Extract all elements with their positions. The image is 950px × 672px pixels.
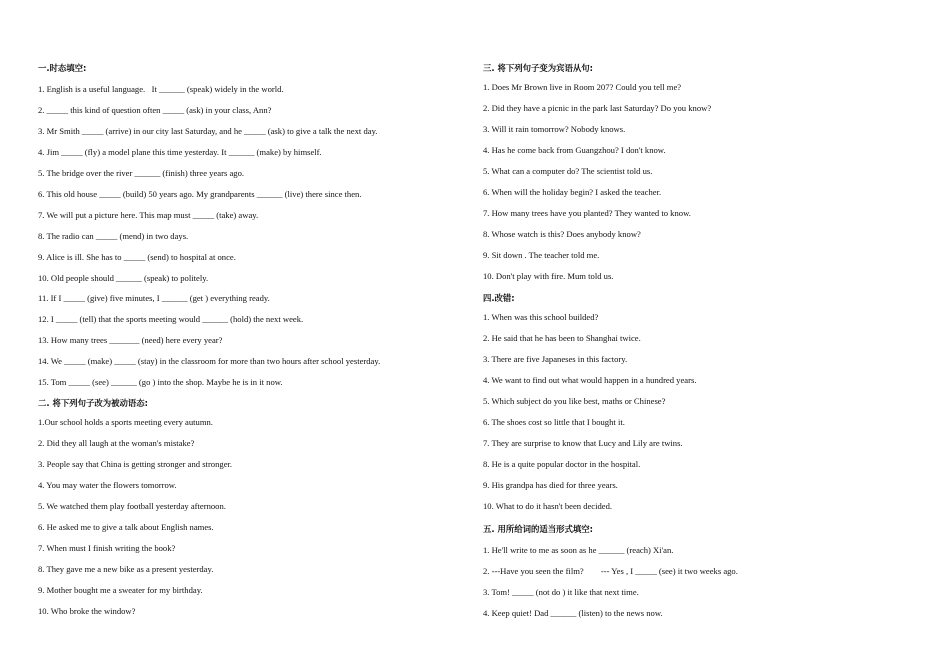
exercise-item: 10. Who broke the window? (38, 606, 136, 616)
exercise-item: 1.Our school holds a sports meeting every autumn. (38, 417, 213, 427)
exercise-item: 7. When must I finish writing the book? (38, 543, 176, 553)
exercise-item: 9. Alice is ill. She has to _____ (send) to hospital at once. (38, 252, 236, 262)
exercise-item: 2. He said that he has been to Shanghai twice. (483, 333, 641, 343)
exercise-item: 6. This old house _____ (build) 50 years ago. My grandparents ______ (live) there since then. (38, 189, 362, 199)
exercise-item: 5. We watched them play football yesterday afternoon. (38, 501, 226, 511)
exercise-item: 4. Jim _____ (fly) a model plane this time yesterday. It ______ (make) by himself. (38, 147, 322, 157)
exercise-item: 1. When was this school builded? (483, 312, 599, 322)
exercise-item: 3. Tom! _____ (not do ) it like that next time. (483, 587, 639, 597)
exercise-item: 8. They gave me a new bike as a present yesterday. (38, 564, 214, 574)
section-heading-passive-voice: 二. 将下列句子改为被动语态: (38, 398, 148, 408)
exercise-item: 2. _____ this kind of question often _____ (ask) in your class, Ann? (38, 105, 272, 115)
exercise-item: 6. The shoes cost so little that I bought it. (483, 417, 625, 427)
exercise-item: 9. Sit down . The teacher told me. (483, 250, 600, 260)
exercise-item: 5. The bridge over the river ______ (finish) three years ago. (38, 168, 245, 178)
exercise-item: 7. How many trees have you planted? They wanted to know. (483, 208, 691, 218)
exercise-item: 4. You may water the flowers tomorrow. (38, 480, 177, 490)
exercise-item: 7. We will put a picture here. This map must _____ (take) away. (38, 210, 259, 220)
exercise-item: 3. There are five Japaneses in this factory. (483, 354, 628, 364)
exercise-item: 2. Did they have a picnic in the park last Saturday? Do you know? (483, 103, 712, 113)
exercise-item: 5. What can a computer do? The scientist told us. (483, 166, 653, 176)
exercise-item: 15. Tom _____ (see) ______ (go ) into the shop. Maybe he is in it now. (38, 377, 283, 387)
section-heading-error-correction: 四.改错: (483, 293, 515, 303)
exercise-item: 10. What to do it hasn't been decided. (483, 501, 613, 511)
exercise-item: 13. How many trees _______ (need) here every year? (38, 335, 223, 345)
exercise-item: 6. When will the holiday begin? I asked the teacher. (483, 187, 662, 197)
exercise-item: 4. Keep quiet! Dad ______ (listen) to the news now. (483, 608, 663, 618)
exercise-item: 9. His grandpa has died for three years. (483, 480, 618, 490)
exercise-item: 10. Old people should ______ (speak) to politely. (38, 273, 209, 283)
section-heading-object-clause: 三. 将下列句子变为宾语从句: (483, 63, 593, 73)
exercise-item: 2. ---Have you seen the film? --- Yes , I _____ (see) it two weeks ago. (483, 566, 738, 576)
exercise-item: 3. Will it rain tomorrow? Nobody knows. (483, 124, 626, 134)
section-heading-word-form-fill: 五. 用所给词的适当形式填空: (483, 524, 593, 534)
exercise-item: 2. Did they all laugh at the woman's mistake? (38, 438, 195, 448)
section-heading-tense-fill: 一.时态填空: (38, 63, 87, 73)
exercise-item: 4. We want to find out what would happen in a hundred years. (483, 375, 697, 385)
exercise-item: 3. Mr Smith _____ (arrive) in our city last Saturday, and he _____ (ask) to give a talk the next day. (38, 126, 378, 136)
exercise-item: 7. They are surprise to know that Lucy and Lily are twins. (483, 438, 683, 448)
exercise-item: 12. I _____ (tell) that the sports meeting would ______ (hold) the next week. (38, 314, 304, 324)
exercise-item: 6. He asked me to give a talk about English names. (38, 522, 214, 532)
exercise-item: 14. We _____ (make) _____ (stay) in the classroom for more than two hours after school yesterday. (38, 356, 381, 366)
exercise-item: 11. If I _____ (give) five minutes, I ______ (get ) everything ready. (38, 293, 270, 303)
exercise-item: 10. Don't play with fire. Mum told us. (483, 271, 614, 281)
exercise-item: 8. He is a quite popular doctor in the hospital. (483, 459, 641, 469)
exercise-item: 1. Does Mr Brown live in Room 207? Could you tell me? (483, 82, 682, 92)
exercise-item: 4. Has he come back from Guangzhou? I don't know. (483, 145, 666, 155)
exercise-item: 1. English is a useful language. It ______ (speak) widely in the world. (38, 84, 284, 94)
exercise-item: 8. Whose watch is this? Does anybody know? (483, 229, 641, 239)
exercise-item: 9. Mother bought me a sweater for my birthday. (38, 585, 203, 595)
exercise-item: 1. He'll write to me as soon as he ______ (reach) Xi'an. (483, 545, 674, 555)
exercise-item: 5. Which subject do you like best, maths or Chinese? (483, 396, 666, 406)
exercise-item: 8. The radio can _____ (mend) in two days. (38, 231, 189, 241)
exercise-item: 3. People say that China is getting stronger and stronger. (38, 459, 233, 469)
